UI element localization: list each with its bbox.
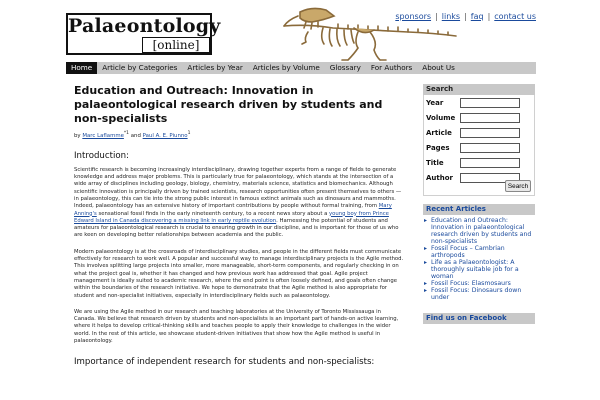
- author-link[interactable]: Paul A. E. Piunno: [142, 132, 188, 139]
- paragraph-text: . Harnessing the potential of students and amateurs for palaeontological research is crucial to ensuring growth in our discipline, and is important for those of us who are keen on developing better relationships between academia and the public.: [74, 217, 399, 239]
- search-row-article: [426, 127, 532, 142]
- link-separator: |: [487, 12, 491, 21]
- site-header: [0, 0, 600, 60]
- author-label: Author: [426, 174, 453, 182]
- recent-article-link[interactable]: Fossil Focus – Cambrian arthropods: [431, 245, 505, 259]
- list-item: [423, 287, 535, 301]
- author-affiliation: *1: [123, 131, 130, 136]
- search-panel-title: Search: [423, 84, 535, 95]
- author-link[interactable]: Marc Laflamme: [82, 132, 124, 139]
- section-heading-introduction: Introduction:: [74, 150, 129, 161]
- search-form: [423, 95, 535, 196]
- recent-article-link[interactable]: Education and Outreach: Innovation in palaeontological research driven by students and non-specialists: [431, 217, 532, 245]
- nav-article-by-categories[interactable]: Article by Categories: [102, 63, 178, 72]
- article-title: Education and Outreach: Innovation in palaeontological research driven by students and non-specialists: [74, 84, 383, 125]
- article-paragraph: [74, 167, 404, 240]
- contact-us-link[interactable]: contact us: [494, 12, 536, 21]
- nav-for-authors[interactable]: For Authors: [370, 63, 413, 72]
- main-navigation: [66, 62, 536, 74]
- title-label: Title: [426, 159, 444, 167]
- recent-article-link[interactable]: Fossil Focus: Dinosaurs down under: [431, 287, 522, 301]
- recent-article-link[interactable]: Fossil Focus: Elasmosaurs: [431, 280, 511, 287]
- mary-anning-link[interactable]: Mary Anning's: [74, 203, 392, 217]
- section-heading-importance: Importance of independent research for students and non-specialists:: [74, 357, 375, 368]
- search-row-year: [426, 97, 532, 112]
- volume-input[interactable]: [460, 113, 520, 123]
- paragraph-text: Scientific research is becoming increasingly interdisciplinary, drawing together experts from a range of fields to generate knowledge and address major problems. This is particularly true for palaeontology, which stands at the intersection of a wide array of disciplines including geology, biology, chemistry, materials science, statistics and biomechanics. Although scientific innovation is principally driven by trained scientists, research opportunities often present themselves to others — in palaeontology, this can tie into the strong public interest in famous extinct animals such as dinosaurs and mammoths. Indeed, palaeontology has an extensive history of important contributions by people without formal training, from: [74, 166, 402, 210]
- link-separator: |: [464, 12, 467, 21]
- article-paragraph: Modern palaeontology is at the crossroads of interdisciplinary studies, and people in the different fields must communicate effectively for research to work well. A popular and successful way to manage interdisciplinary projects is the Agile method. This involves splitting large projects into smaller, more manageable, short-term components, and regularly checking in on what the project goal is, whether it has changed and how previous work has addressed that goal. Agile project management is ideally suited to academic research, where the end point is often loosely defined, and goals often change within the boundaries of the research initiative. We hope to demonstrate that the Agile method is also appropriate for student and non-specialist initiatives, especially in interdisciplinary fields such as palaeontology.: [74, 248, 404, 299]
- recent-article-link[interactable]: Life as a Palaeontologist: A thoroughly suitable job for a woman: [431, 259, 519, 280]
- news-story-link[interactable]: young boy from Prince Edward Island in Canada discovering a missing link in early reptile evolution: [74, 210, 389, 224]
- pages-input[interactable]: [460, 143, 520, 153]
- nav-glossary[interactable]: Glossary: [329, 63, 361, 72]
- recent-articles-title: Recent Articles: [423, 204, 535, 215]
- article-paragraph: We are using the Agile method in our research and teaching laboratories at the University of Toronto Mississauga in Canada. We believe that research driven by students and non-specialists is an important part of hands-on active learning, where it helps to develop critical-thinking skills and teaches people to apply their knowledge to challenges in the wider world. In the rest of this article, we showcase student-driven initiatives that show how the Agile method is useful in palaeontology.: [74, 308, 399, 345]
- link-separator: |: [435, 12, 438, 21]
- byline-prefix: by: [74, 132, 81, 139]
- search-row-title: [426, 157, 532, 172]
- list-item: [423, 280, 535, 287]
- search-row-volume: [426, 112, 532, 127]
- list-item: [423, 217, 535, 245]
- nav-articles-by-year[interactable]: Articles by Year: [187, 63, 243, 72]
- faq-link[interactable]: faq: [470, 12, 484, 21]
- list-item: [423, 245, 535, 259]
- byline: [74, 131, 404, 139]
- logo-subtitle: [online]: [142, 37, 210, 53]
- byline-and: and: [130, 132, 141, 139]
- volume-label: Volume: [426, 114, 456, 122]
- recent-articles-panel: [423, 204, 535, 301]
- year-input[interactable]: [460, 98, 520, 108]
- search-row-pages: [426, 142, 532, 157]
- search-button[interactable]: Search: [505, 180, 531, 192]
- recent-articles-list: [423, 217, 535, 301]
- year-label: Year: [426, 99, 444, 107]
- nav-about-us[interactable]: About Us: [422, 63, 455, 72]
- sponsors-link[interactable]: sponsors: [395, 12, 432, 21]
- title-input[interactable]: [460, 158, 520, 168]
- list-item: [423, 259, 535, 280]
- pages-label: Pages: [426, 144, 450, 152]
- article-label: Article: [426, 129, 452, 137]
- paragraph-text: sensational fossil finds in the early nineteenth century, to a recent news story about a: [98, 210, 328, 217]
- author-affiliation: 1: [187, 131, 191, 136]
- links-link[interactable]: links: [441, 12, 461, 21]
- top-links: [395, 12, 536, 21]
- article-input[interactable]: [460, 128, 520, 138]
- site-logo[interactable]: [66, 13, 221, 55]
- nav-home[interactable]: Home: [66, 62, 97, 74]
- article-content: [74, 84, 404, 373]
- facebook-panel: [423, 313, 535, 324]
- facebook-title[interactable]: Find us on Facebook: [423, 313, 535, 324]
- dinosaur-skeleton-icon: [208, 2, 461, 62]
- sidebar: [423, 84, 535, 324]
- logo-title: Palaeontology: [68, 15, 221, 37]
- nav-articles-by-volume[interactable]: Articles by Volume: [252, 63, 320, 72]
